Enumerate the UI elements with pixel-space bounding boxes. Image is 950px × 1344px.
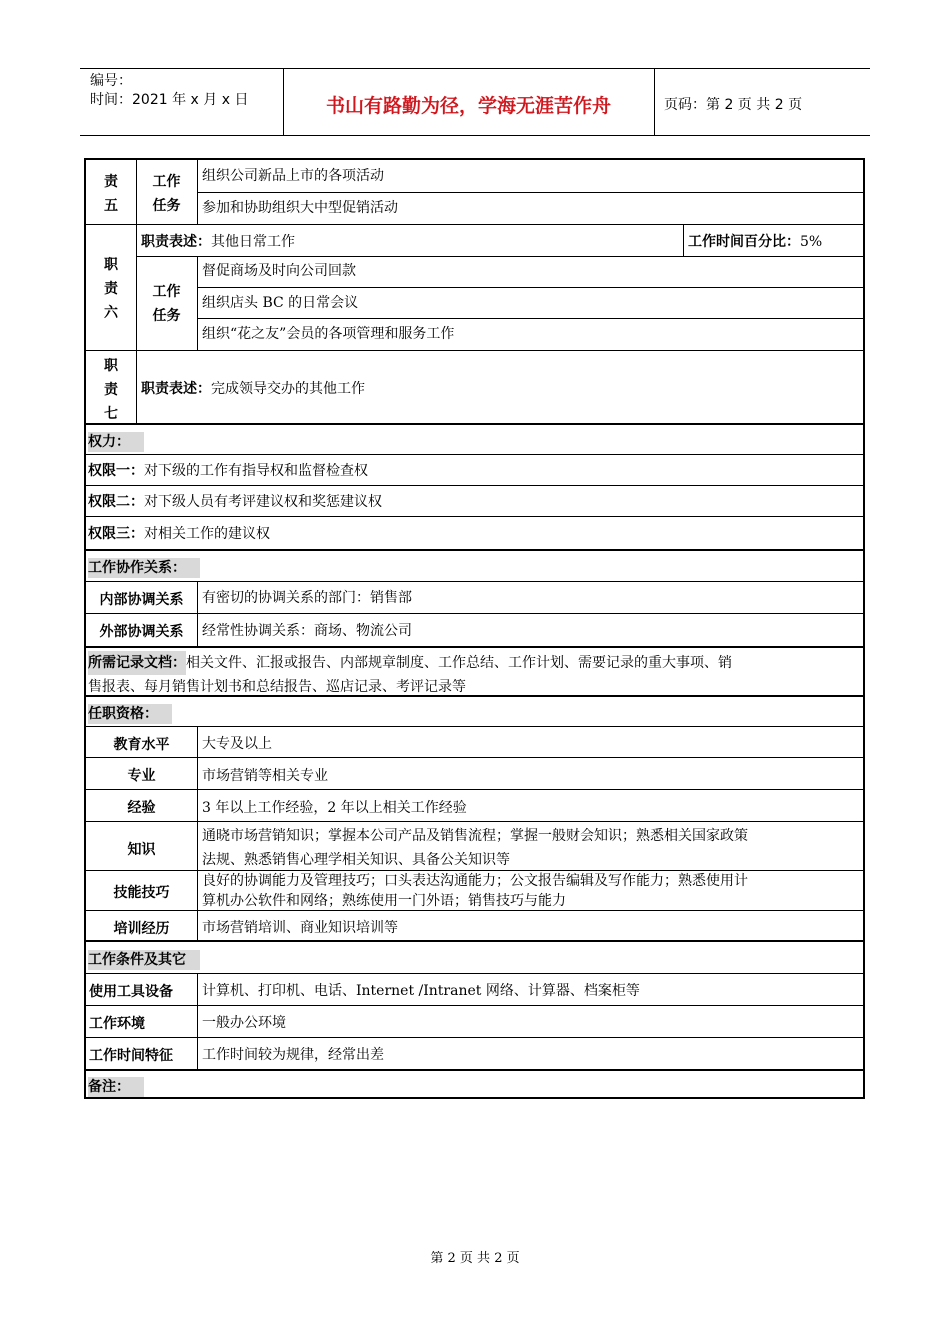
duty6-description: 职责表述：其他日常工作: [141, 234, 295, 250]
experience-label: 经验: [127, 800, 156, 816]
required-records: 所需记录文档：相关文件、汇报或报告、内部规章制度、工作总结、工作计划、需要记录的重大事项、销 售报表、每月销售计划书和总结报告、巡店记录、考评记录等: [88, 651, 732, 699]
internal-relations-label: 内部协调关系: [99, 592, 184, 608]
section-divider: [86, 1069, 865, 1071]
duty5-label: 责 五: [104, 174, 118, 214]
knowledge: 通晓市场营销知识；掌握本公司产品及销售流程；掌握一般财会知识；熟悉相关国家政策 法规、熟悉销售心理学相关知识、具备公关知识等: [202, 828, 748, 868]
duty6-task-1: 督促商场及时向公司回款: [202, 263, 356, 279]
duty7-description: 职责表述：完成领导交办的其他工作: [141, 381, 365, 397]
section-divider: [86, 549, 865, 551]
external-relations-label: 外部协调关系: [99, 624, 184, 640]
grid-line: [86, 973, 865, 974]
section-divider: [86, 423, 865, 425]
section-divider: [86, 940, 865, 942]
conditions-title: 工作条件及其它: [88, 950, 200, 970]
document-number-label: 编号：: [90, 73, 132, 89]
header-motto: 书山有路勤为径，学海无涯苦作舟: [325, 95, 611, 117]
section-divider: [86, 646, 865, 648]
grid-line: [86, 1037, 865, 1038]
qualifications-title: 任职资格：: [88, 704, 172, 724]
grid-line: [86, 726, 865, 727]
work-time-label: 工作时间特征: [89, 1048, 173, 1064]
work-time: 工作时间较为规律，经常出差: [202, 1047, 384, 1063]
required-records-label: 所需记录文档：: [88, 651, 186, 675]
grid-line: [197, 318, 865, 319]
duty6-label: 职 责 六: [104, 257, 118, 321]
grid-line: [86, 454, 865, 455]
experience: 3 年以上工作经验，2 年以上相关工作经验: [202, 800, 467, 816]
grid-line: [197, 973, 198, 1069]
grid-line: [86, 821, 865, 822]
grid-line: [86, 581, 865, 582]
grid-line: [86, 516, 865, 517]
grid-line: [86, 910, 865, 911]
grid-line: [683, 224, 684, 256]
authority-item-3: 权限三：对相关工作的建议权: [88, 526, 270, 542]
duty6-task-label: 工作 任务: [152, 284, 181, 324]
duty6-task-2: 组织店头 BC 的日常会议: [202, 295, 359, 311]
training-label: 培训经历: [113, 921, 170, 937]
document-date: 时间：2021 年 x 月 x 日: [90, 92, 249, 108]
grid-line: [86, 350, 865, 351]
header-page-info: 页码：第 2 页 共 2 页: [664, 97, 803, 113]
duty7-label: 职 责 七: [104, 358, 118, 422]
environment-label: 工作环境: [89, 1016, 145, 1032]
duty6-task-3: 组织“花之友”会员的各项管理和服务工作: [202, 326, 455, 342]
grid-line: [86, 613, 865, 614]
authority-title: 权力：: [88, 432, 144, 452]
header-divider: [654, 69, 655, 135]
skills: 良好的协调能力及管理技巧；口头表达沟通能力；公文报告编辑及写作能力；熟悉使用计 算机办公软件和网络；熟练使用一门外语；销售技巧与能力: [202, 873, 748, 909]
duty6-time-percent: 工作时间百分比：5%: [688, 234, 823, 250]
duty5-task-2: 参加和协助组织大中型促销活动: [202, 200, 398, 216]
tools-label: 使用工具设备: [89, 984, 173, 1000]
grid-line: [86, 224, 865, 225]
grid-line: [136, 256, 865, 257]
relations-title: 工作协作关系：: [88, 558, 200, 578]
authority-item-2: 权限二：对下级人员有考评建议权和奖惩建议权: [88, 494, 382, 510]
authority-item-1: 权限一：对下级的工作有指导权和监督检查权: [88, 463, 368, 479]
grid-line: [86, 789, 865, 790]
grid-line: [197, 726, 198, 940]
environment: 一般办公环境: [202, 1015, 286, 1031]
grid-line: [197, 256, 198, 350]
skills-label: 技能技巧: [113, 885, 170, 901]
grid-line: [86, 1005, 865, 1006]
page-footer: 第 2 页 共 2 页: [430, 1251, 520, 1266]
duty5-task-label: 工作 任务: [152, 174, 181, 214]
header-meta: [90, 72, 248, 110]
training: 市场营销培训、商业知识培训等: [202, 920, 398, 936]
remarks-label: 备注：: [88, 1077, 144, 1097]
job-description-table: [84, 158, 865, 1099]
grid-line: [197, 192, 865, 193]
section-divider: [86, 695, 865, 697]
grid-line: [197, 287, 865, 288]
page-header: [80, 68, 870, 136]
internal-relations: 有密切的协调关系的部门：销售部: [202, 590, 412, 606]
education: 大专及以上: [202, 736, 272, 752]
education-label: 教育水平: [113, 737, 170, 753]
knowledge-label: 知识: [127, 842, 156, 858]
major-label: 专业: [127, 768, 156, 784]
external-relations: 经常性协调关系：商场、物流公司: [202, 623, 412, 639]
major: 市场营销等相关专业: [202, 768, 328, 784]
tools: 计算机、打印机、电话、Internet /Intranet 网络、计算器、档案柜等: [202, 983, 640, 999]
duty5-task-1: 组织公司新品上市的各项活动: [202, 168, 384, 184]
grid-line: [86, 757, 865, 758]
grid-line: [86, 485, 865, 486]
